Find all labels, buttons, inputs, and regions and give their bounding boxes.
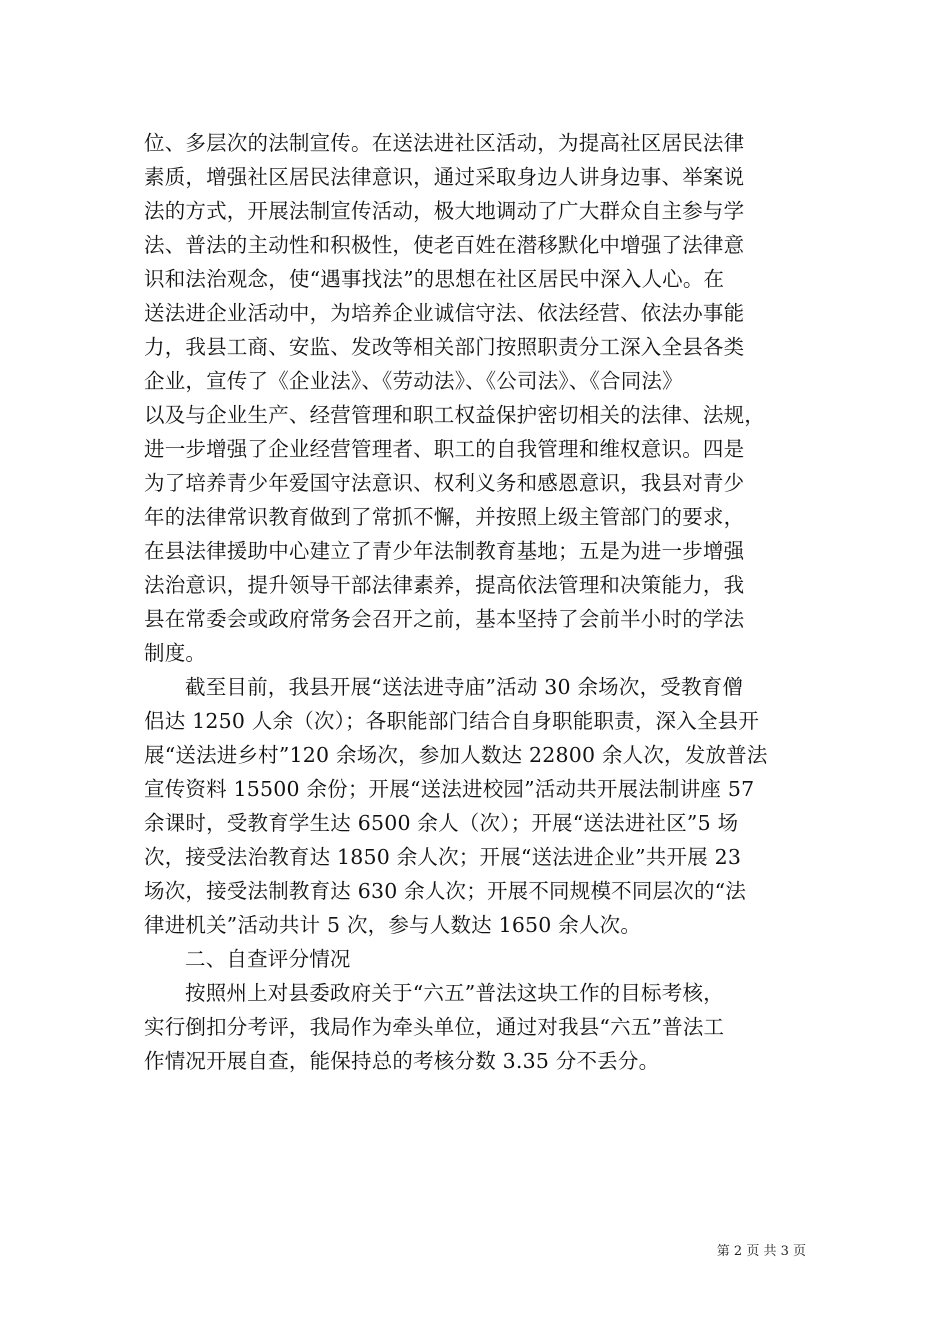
text-line: 为了培养青少年爱国守法意识、权利义务和感恩意识，我县对青少 [144,471,745,495]
text-line: 法治意识，提升领导干部法律素养，提高依法管理和决策能力，我 [144,573,745,597]
text-line: 以及与企业生产、经营管理和职工权益保护密切相关的法律、法规， [144,403,765,427]
text-line: 年的法律常识教育做到了常抓不懈，并按照上级主管部门的要求， [144,505,745,529]
text-line: 送法进企业活动中，为培养企业诚信守法、依法经营、依法办事能 [144,301,745,325]
text-line: 宣传资料 15500 余份；开展“送法进校园”活动共开展法制讲座 57 [144,777,755,801]
text-line: 余课时，受教育学生达 6500 余人（次）；开展“送法进社区”5 场 [144,811,739,835]
text-line: 识和法治观念，使“遇事找法”的思想在社区居民中深入人心。在 [144,267,725,291]
text-line: 侣达 1250 人余（次）；各职能部门结合自身职能职责，深入全县开 [144,709,760,733]
text-line: 截至目前，我县开展“送法进寺庙”活动 30 余场次，受教育僧 [185,675,744,699]
text-line: 素质，增强社区居民法律意识，通过采取身边人讲身边事、举案说 [144,165,745,189]
text-line: 位、多层次的法制宣传。在送法进社区活动，为提高社区居民法律 [144,131,745,155]
text-line: 进一步增强了企业经营管理者、职工的自我管理和维权意识。四是 [144,437,745,461]
text-line: 次，接受法治教育达 1850 余人次；开展“送法进企业”共开展 23 [144,845,742,869]
text-line: 法的方式，开展法制宣传活动，极大地调动了广大群众自主参与学 [144,199,745,223]
text-line: 按照州上对县委政府关于“六五”普法这块工作的目标考核， [185,981,724,1005]
text-line: 律进机关”活动共计 5 次，参与人数达 1650 余人次。 [144,913,642,937]
text-line: 在县法律援助中心建立了青少年法制教育基地；五是为进一步增强 [144,539,745,563]
text-line: 县在常委会或政府常务会召开之前，基本坚持了会前半小时的学法 [144,607,745,631]
text-line: 展“送法进乡村”120 余场次，参加人数达 22800 余人次，发放普法 [144,743,768,767]
text-line: 实行倒扣分考评，我局作为牵头单位，通过对我县“六五”普法工 [144,1015,725,1039]
text-line: 场次，接受法制教育达 630 余人次；开展不同规模不同层次的“法 [144,879,747,903]
text-line: 制度。 [144,641,207,665]
text-line: 企业，宣传了《企业法》、《劳动法》、《公司法》、《合同法》 [144,369,683,393]
text-line: 力，我县工商、安监、发改等相关部门按照职责分工深入全县各类 [144,335,745,359]
body-text [144,126,806,1078]
section-heading: 二、自查评分情况 [185,947,351,971]
text-line: 作情况开展自查，能保持总的考核分数 3.35 分不丢分。 [144,1049,660,1073]
text-line: 法、普法的主动性和积极性，使老百姓在潜移默化中增强了法律意 [144,233,745,257]
page-number: 第 2 页 共 3 页 [716,1244,806,1259]
